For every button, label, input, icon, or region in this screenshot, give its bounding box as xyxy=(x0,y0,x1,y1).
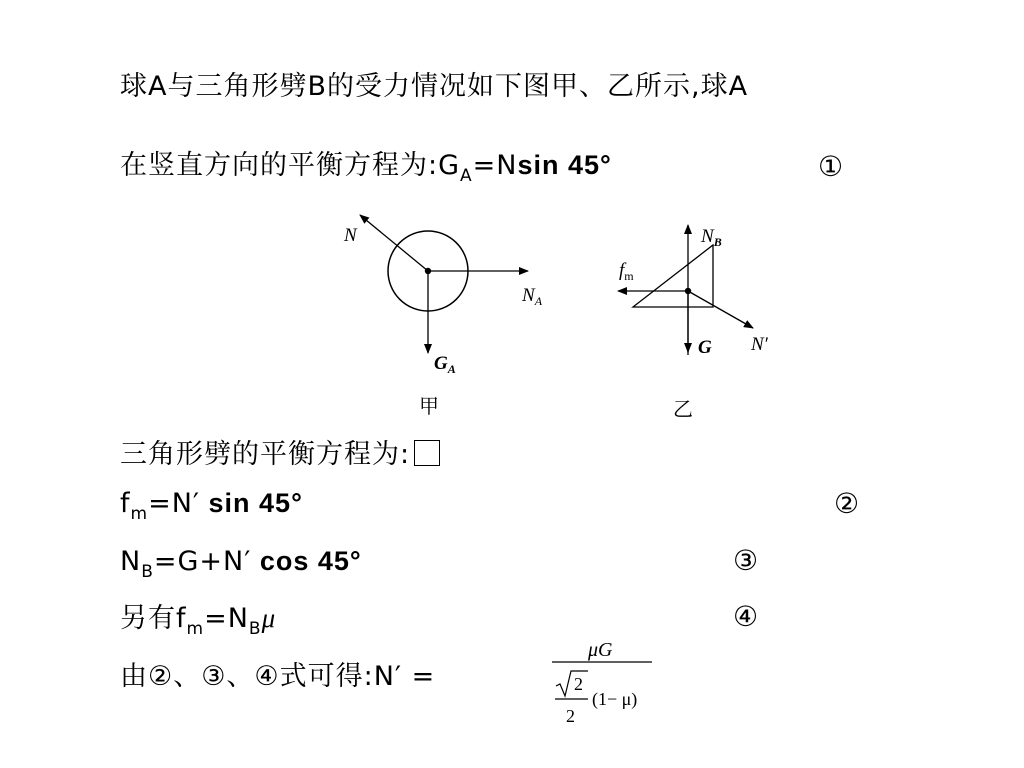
line6-sub2: B xyxy=(248,619,262,639)
line5-bold: cos 45° xyxy=(251,546,362,576)
label-NA: $N_A$ xyxy=(522,285,543,308)
paragraph-line-5 xyxy=(120,544,362,589)
sqrt-value: 2 xyxy=(574,674,583,694)
paragraph-line-6 xyxy=(120,601,276,646)
diagram-jia xyxy=(330,205,570,380)
line7-text: 由②、③、④式可得:N′ = xyxy=(120,661,436,692)
label-N: N xyxy=(344,225,357,246)
line2-bold: sin 45° xyxy=(517,150,612,180)
line4-sub: m xyxy=(130,504,149,524)
line5-text-b: =G+N′ xyxy=(153,546,252,577)
line6-mu: μ xyxy=(261,603,277,633)
label-GA: $G_A$ xyxy=(434,353,456,376)
caption-yi: 乙 xyxy=(673,397,693,421)
result-fraction xyxy=(548,630,660,730)
line4-text-a: f xyxy=(120,488,131,519)
label-NB: $N_B$ xyxy=(701,226,722,249)
label-fm: $f_m$ xyxy=(619,260,634,283)
placeholder-box xyxy=(414,440,440,466)
line2-text-a: 在竖直方向的平衡方程为:G xyxy=(120,150,461,181)
line3-text: 三角形劈的平衡方程为: xyxy=(120,439,411,470)
line2-text-b: =N xyxy=(472,150,518,181)
line1-text: 球A与三角形劈B的受力情况如下图甲、乙所示,球A xyxy=(120,71,749,102)
line6-text-a: 另有f xyxy=(120,603,187,634)
line5-text-a: N xyxy=(120,546,142,577)
paragraph-line-4 xyxy=(120,486,303,531)
paren-expression: (1− μ) xyxy=(592,689,638,709)
line6-text-b: =N xyxy=(204,603,249,634)
line4-text-b: =N′ xyxy=(148,488,201,519)
caption-jia: 甲 xyxy=(419,394,439,418)
fraction-numerator: μG xyxy=(588,639,613,661)
sqrt-sign xyxy=(556,671,588,696)
force-N-arrow xyxy=(360,215,428,271)
equation-marker-1: ① xyxy=(818,150,844,183)
equation-marker-3: ③ xyxy=(733,544,759,577)
label-Nprime: N′ xyxy=(751,334,768,355)
line5-sub: B xyxy=(141,562,154,582)
force-Nprime-arrow xyxy=(688,291,753,328)
paragraph-line-3 xyxy=(120,438,440,472)
paragraph-line-7 xyxy=(120,660,435,694)
paragraph-line-2 xyxy=(120,148,612,193)
equation-marker-2: ② xyxy=(834,487,860,520)
inner-denominator: 2 xyxy=(566,706,575,726)
paragraph-line-1 xyxy=(120,70,748,104)
equation-marker-4: ④ xyxy=(733,600,759,633)
label-G: G xyxy=(698,337,712,358)
diagram-yi xyxy=(605,215,805,370)
line2-sub: A xyxy=(460,166,473,186)
line4-bold: sin 45° xyxy=(200,488,303,518)
line6-sub: m xyxy=(186,619,205,639)
